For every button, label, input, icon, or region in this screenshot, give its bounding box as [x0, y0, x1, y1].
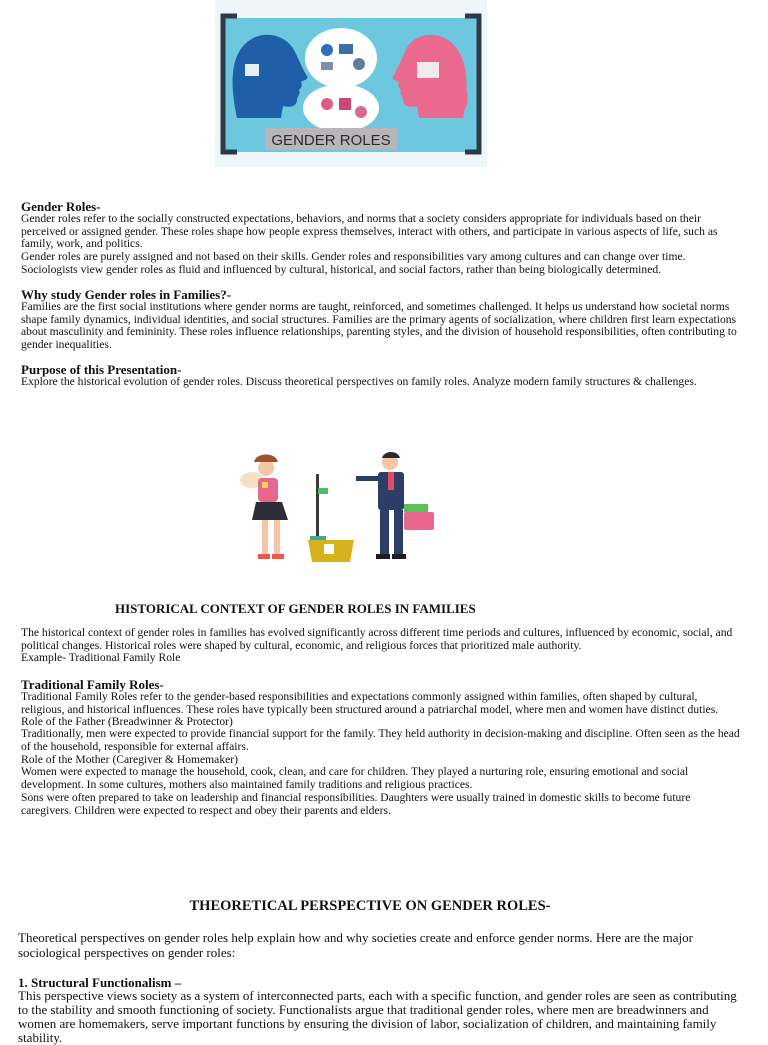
theoretical-perspective-heading: THEORETICAL PERSPECTIVE ON GENDER ROLES- — [189, 898, 551, 914]
structural-functionalism-heading: 1. Structural Functionalism – — [18, 975, 182, 990]
father-role-heading: Role of the Father (Breadwinner & Protector) — [21, 715, 233, 728]
why-study-heading: Why study Gender roles in Families?- — [21, 287, 232, 302]
gender-roles-paragraph-2: Gender roles are purely assigned and not based on their skills. Gender roles and responsibilities vary among cultures and can change over time. Sociologists view gender roles as fluid and influenced by cultural, historical, and social factors, rather than being biologically determined. — [21, 250, 686, 276]
family-roles-image — [232, 448, 442, 564]
children-role-paragraph: Sons were often prepared to take on leadership and financial responsibilities. Daughters were usually trained in domestic skills to become future caregivers. Children were expected to respect and obey their parents and elders. — [21, 791, 691, 817]
banner-caption: GENDER ROLES — [271, 132, 391, 149]
historical-context-heading: HISTORICAL CONTEXT OF GENDER ROLES IN FAMILIES — [115, 601, 476, 616]
historical-context-paragraph: The historical context of gender roles in families has evolved significantly across different time periods and cultures, influenced by economic, social, and political changes. Historical roles were shaped by cultural, economic, and religious forces that prioritized male authority. — [21, 626, 733, 652]
gender-roles-paragraph-1: Gender roles refer to the socially constructed expectations, behaviors, and norms that a society considers appropriate for individuals based on their perceived or assigned gender. These roles shape how people express themselves, interact with others, and participate in various aspects of life, such as family, work, and politics. — [21, 212, 718, 251]
family-roles-illustration — [232, 448, 442, 564]
purpose-heading: Purpose of this Presentation- — [21, 362, 182, 377]
traditional-roles-paragraph-1: Traditional Family Roles refer to the gender-based responsibilities and expectations commonly assigned within families, often shaped by cultural, religious, and historical influences. These roles have typically been structured around a patriarchal model, where men and women have distinct duties. — [21, 690, 719, 716]
mother-role-heading: Role of the Mother (Caregiver & Homemaker) — [21, 753, 238, 766]
father-role-paragraph: Traditionally, men were expected to provide financial support for the family. They held authority in decision-making and discipline. Often seen as the head of the household, responsible for external affairs. — [21, 727, 740, 753]
purpose-paragraph: Explore the historical evolution of gender roles. Discuss theoretical perspectives on family roles. Analyze modern family structures & challenges. — [21, 375, 697, 388]
why-study-paragraph: Families are the first social institutions where gender norms are taught, reinforced, and sometimes challenged. It helps us understand how societal norms shape family dynamics, individual identities, and social structures. Families are the primary agents of socialization, where children first learn expectations about masculinity and femininity. These roles influence relationships, parenting styles, and the division of household responsibilities, often contributing to gender inequalities. — [21, 300, 737, 351]
gender-roles-heading: Gender Roles- — [21, 199, 101, 214]
theoretical-intro-paragraph: Theoretical perspectives on gender roles help explain how and why societies create and enforce gender norms. Here are the major sociological perspectives on gender roles: — [18, 930, 693, 960]
gender-roles-banner — [215, 0, 487, 167]
mother-role-paragraph: Women were expected to manage the household, cook, clean, and care for children. They played a nurturing role, ensuring emotional and social development. In some cultures, mothers also maintained family traditions and religious practices. — [21, 765, 689, 791]
structural-functionalism-paragraph: This perspective views society as a system of interconnected parts, each with a specific function, and gender roles are seen as contributing to the stability and smooth functioning of society. Functionalists argue that traditional gender roles, where men are breadwinners and women are homemakers, serve important functions by ensuring the division of labor, socialization of children, and maintaining family stability. — [18, 988, 737, 1045]
historical-example-line: Example- Traditional Family Role — [21, 651, 181, 664]
gender-roles-illustration — [215, 0, 487, 167]
traditional-roles-heading: Traditional Family Roles- — [21, 677, 164, 692]
